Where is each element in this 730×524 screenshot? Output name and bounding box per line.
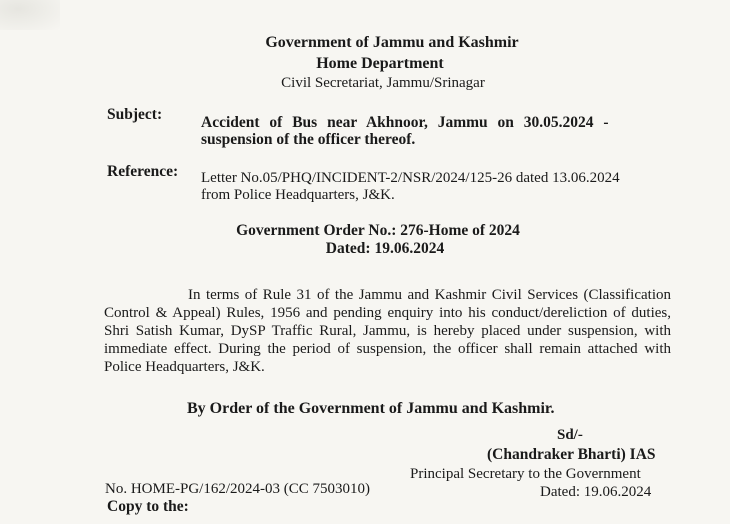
subject-label: Subject: [107, 106, 163, 123]
header-government: Government of Jammu and Kashmir [265, 34, 519, 51]
signature-date: Dated: 19.06.2024 [540, 484, 652, 500]
header-department: Home Department [316, 55, 444, 72]
reference-label: Reference: [107, 163, 179, 180]
order-reference-number: No. HOME-PG/162/2024-03 (CC 7503010) [105, 481, 370, 497]
subject-line-1: Accident of Bus near Akhnoor, Jammu on 30.05.2024 - [201, 114, 609, 131]
order-date: Dated: 19.06.2024 [325, 240, 445, 257]
header-secretariat: Civil Secretariat, Jammu/Srinagar [281, 75, 485, 91]
subject-line-2: suspension of the officer thereof. [201, 131, 416, 148]
by-order-line: By Order of the Government of Jammu and Kashmir. [187, 400, 555, 417]
paper-stain [0, 0, 60, 30]
order-body-paragraph: In terms of Rule 31 of the Jammu and Kashmir Civil Services (Classification Control & Appeal) Rules, 1956 and pending enquiry into his conduct/dereliction of duties, Shri Satish Kumar, DySP Traffic Rural, Jammu, is hereby placed under suspension, with immediate effect. During the period of suspension, the officer shall remain attached with Police Headquarters, J&K. [104, 287, 671, 375]
reference-line-2: from Police Headquarters, J&K. [201, 187, 395, 203]
signature-sd: Sd/- [557, 427, 583, 443]
copy-to-heading: Copy to the: [107, 498, 189, 515]
signatory-designation: Principal Secretary to the Government [410, 466, 641, 482]
order-number: Government Order No.: 276-Home of 2024 [236, 222, 520, 239]
reference-line-1: Letter No.05/PHQ/INCIDENT-2/NSR/2024/125-26 dated 13.06.2024 [201, 170, 620, 186]
signatory-name: (Chandraker Bharti) IAS [487, 446, 656, 463]
